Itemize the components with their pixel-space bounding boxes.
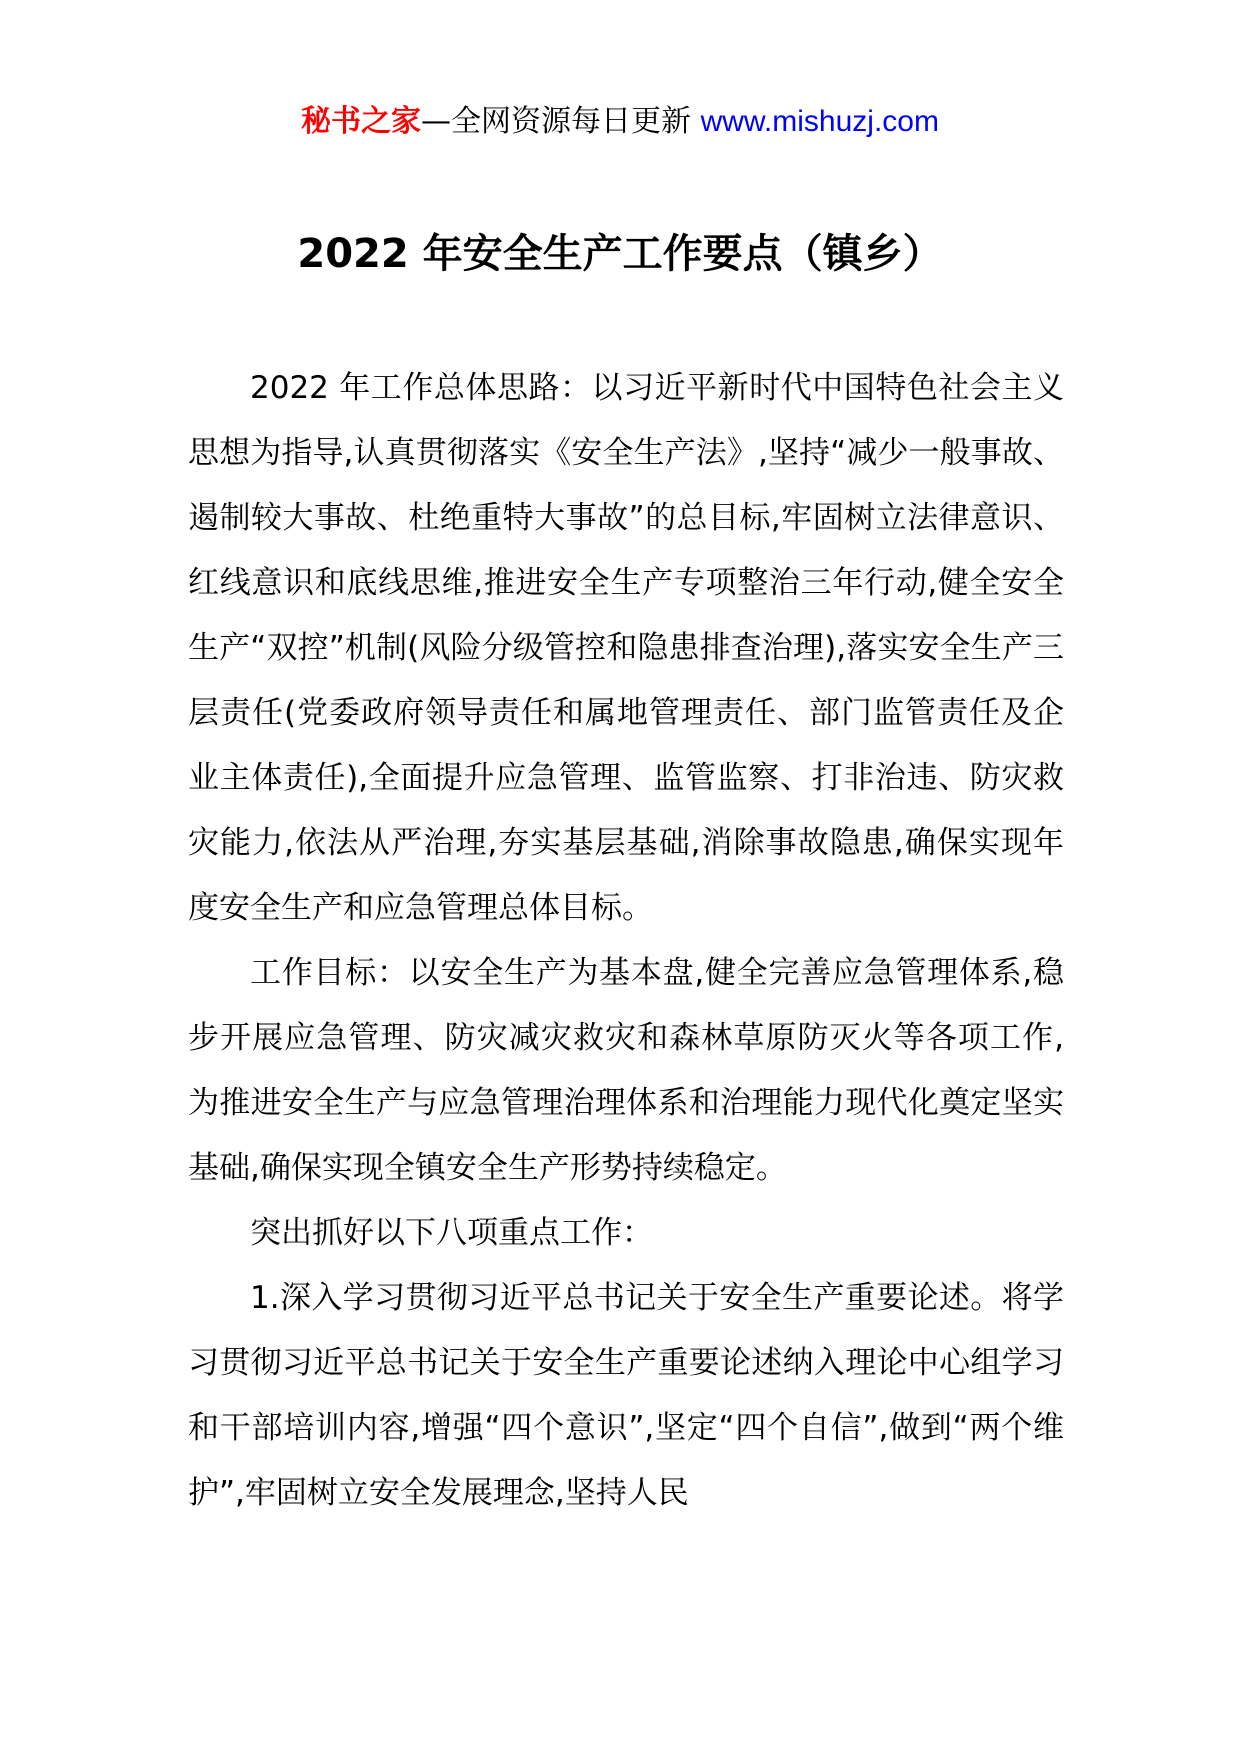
document-body [188, 356, 1064, 1526]
site-header [0, 100, 1240, 144]
paragraph-overall-approach: 2022 年工作总体思路：以习近平新时代中国特色社会主义思想为指导,认真贯彻落实《安全生产法》,坚持“减少一般事故、遏制较大事故、杜绝重特大事故”的总目标,牢固树立法律意识、红线意识和底线思维,推进安全生产专项整治三年行动,健全安全生产“双控”机制(风险分级管控和隐患排查治理),落实安全生产三层责任(党委政府领导责任和属地管理责任、部门监管责任及企业主体责任),全面提升应急管理、监管监察、打非治违、防灾救灾能力,依法从严治理,夯实基层基础,消除事故隐患,确保实现年度安全生产和应急管理总体目标。 [188, 370, 1064, 926]
site-tagline: —全网资源每日更新 [421, 104, 692, 139]
document-title: 2022 年安全生产工作要点（镇乡） [297, 231, 943, 277]
site-brand: 秘书之家 [301, 104, 422, 139]
paragraph-task-1: 1.深入学习贯彻习近平总书记关于安全生产重要论述。将学习贯彻习近平总书记关于安全生产重要论述纳入理论中心组学习和干部培训内容,增强“四个意识”,坚定“四个自信”,做到“两个维护”,牢固树立安全发展理念,坚持人民 [188, 1280, 1064, 1511]
paragraph-work-goals: 工作目标：以安全生产为基本盘,健全完善应急管理体系,稳步开展应急管理、防灾减灾救灾和森林草原防灭火等各项工作,为推进安全生产与应急管理治理体系和治理能力现代化奠定坚实基础,确保实现全镇安全生产形势持续稳定。 [188, 955, 1064, 1186]
site-url-link[interactable]: www.mishuzj.com [700, 105, 939, 138]
paragraph-key-tasks-intro: 突出抓好以下八项重点工作： [250, 1215, 653, 1251]
